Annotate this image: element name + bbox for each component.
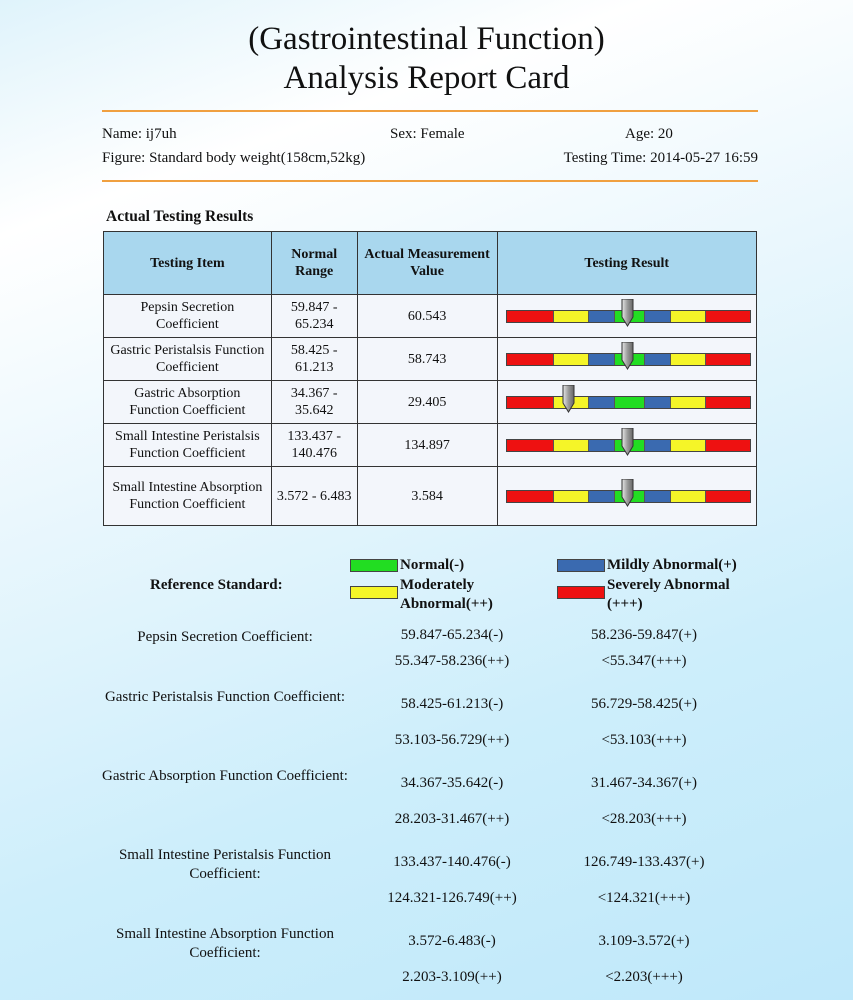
reference-range-normal: 58.425-61.213(-) [400,696,504,712]
scale-segment-severe [706,491,750,502]
reference-item-name: Gastric Peristalsis Function Coefficient: [104,689,346,705]
result-scale-cell [497,381,757,424]
reference-range-normal: 34.367-35.642(-) [400,775,504,791]
scale-segment-severe [706,440,750,451]
scale-segment-mild [589,397,615,408]
scale-segment-severe [507,311,554,322]
result-item: Small Intestine Absorption Function Coefficient [104,467,272,526]
reference-range-severe: <124.321(+++) [597,890,691,906]
scale-segment-normal [615,397,645,408]
scale-segment-mild [589,491,615,502]
col-header-item: Testing Item [104,232,272,295]
reference-range-moderate: 124.321-126.749(++) [387,890,517,906]
result-marker-arrow-icon [621,479,634,507]
legend-swatch-normal [350,559,398,572]
patient-sex: Sex: Female [390,126,465,142]
report-title-line1: (Gastrointestinal Function) [248,21,605,57]
scale-segment-severe [507,491,554,502]
legend-swatch-mild [557,559,605,572]
reference-range-mild: 56.729-58.425(+) [591,696,697,712]
scale-segment-moderate [554,491,589,502]
results-section-title: Actual Testing Results [106,208,254,225]
result-value: 3.584 [357,467,497,526]
result-scale-cell [497,338,757,381]
scale-segment-moderate [671,354,706,365]
scale-segment-mild [645,397,671,408]
reference-range-mild: 126.749-133.437(+) [583,854,705,870]
scale-segment-severe [706,354,750,365]
reference-range-severe: <2.203(+++) [605,969,683,985]
result-normal-range: 34.367 - 35.642 [271,381,357,424]
legend-mild: Mildly Abnormal(+) [607,557,737,573]
result-row [104,424,757,467]
result-value: 60.543 [357,295,497,338]
reference-range-severe: <28.203(+++) [601,811,687,827]
col-header-value: Actual Measurement Value [357,232,497,295]
result-normal-range: 59.847 - 65.234 [271,295,357,338]
scale-segment-mild [589,354,615,365]
legend-normal: Normal(-) [400,557,465,573]
result-item: Gastric Absorption Function Coefficient [104,381,272,424]
legend-moderate-line1: Moderately [400,577,475,593]
result-marker-arrow-icon [621,342,634,370]
patient-figure: Figure: Standard body weight(158cm,52kg) [102,150,366,166]
legend-moderate-line2: Abnormal(++) [400,596,493,612]
reference-item-name: Small Intestine Peristalsis Function Coefficient: [118,847,332,882]
result-normal-range: 3.572 - 6.483 [271,467,357,526]
results-table [103,231,757,526]
result-row [104,338,757,381]
reference-range-moderate: 2.203-3.109(++) [402,969,502,985]
scale-segment-severe [706,311,750,322]
reference-range-mild: 58.236-59.847(+) [591,627,697,643]
result-scale-cell [497,424,757,467]
legend-severe [607,576,730,614]
reference-item-name: Small Intestine Absorption Function Coefficient: [116,926,334,961]
reference-range-moderate: 53.103-56.729(++) [394,732,510,748]
result-scale-bar [506,396,751,409]
reference-range-normal: 3.572-6.483(-) [408,933,496,949]
result-marker-arrow-icon [621,299,634,327]
scale-segment-mild [589,311,615,322]
legend-severe-line1: Severely Abnormal [607,577,730,593]
scale-segment-moderate [554,440,589,451]
results-header-row [104,232,757,295]
reference-range-normal: 133.437-140.476(-) [393,854,511,870]
result-value: 58.743 [357,338,497,381]
result-item: Pepsin Secretion Coefficient [104,295,272,338]
result-normal-range: 133.437 - 140.476 [271,424,357,467]
reference-range-severe: <53.103(+++) [601,732,687,748]
scale-segment-mild [589,440,615,451]
col-header-range: Normal Range [271,232,357,295]
report-title-line2: Analysis Report Card [283,60,570,96]
result-scale-cell [497,295,757,338]
patient-age: Age: 20 [625,126,673,142]
scale-segment-moderate [671,311,706,322]
result-row [104,467,757,526]
reference-range-moderate: 55.347-58.236(++) [394,653,510,669]
legend-swatch-severe [557,586,605,599]
reference-range-severe: <55.347(+++) [601,653,687,669]
reference-range-moderate: 28.203-31.467(++) [394,811,510,827]
reference-item-name: Gastric Absorption Function Coefficient: [102,768,348,784]
scale-segment-severe [507,354,554,365]
result-scale-cell [497,467,757,526]
report-title [0,20,853,98]
top-divider [102,110,758,112]
reference-range-normal: 59.847-65.234(-) [400,627,504,643]
legend-moderate [400,576,493,614]
scale-segment-moderate [671,491,706,502]
result-row [104,381,757,424]
reference-range-mild: 3.109-3.572(+) [598,933,690,949]
reference-item-name: Pepsin Secretion Coefficient: [137,629,313,645]
result-item: Small Intestine Peristalsis Function Coefficient [104,424,272,467]
reference-standard-label: Reference Standard: [150,577,283,593]
scale-segment-moderate [671,397,706,408]
legend-swatch-moderate [350,586,398,599]
result-value: 29.405 [357,381,497,424]
scale-segment-mild [645,311,671,322]
legend-severe-line2: (+++) [607,596,643,612]
result-item: Gastric Peristalsis Function Coefficient [104,338,272,381]
patient-name: Name: ij7uh [102,126,177,142]
result-marker-arrow-icon [562,385,575,413]
scale-segment-severe [706,397,750,408]
scale-segment-severe [507,440,554,451]
result-row [104,295,757,338]
bottom-divider [102,180,758,182]
col-header-result: Testing Result [497,232,757,295]
scale-segment-severe [507,397,554,408]
result-normal-range: 58.425 - 61.213 [271,338,357,381]
reference-range-mild: 31.467-34.367(+) [591,775,697,791]
scale-segment-mild [645,491,671,502]
scale-segment-mild [645,354,671,365]
testing-time: Testing Time: 2014-05-27 16:59 [563,150,758,166]
scale-segment-moderate [554,311,589,322]
scale-segment-mild [645,440,671,451]
scale-segment-moderate [554,354,589,365]
result-value: 134.897 [357,424,497,467]
scale-segment-moderate [671,440,706,451]
result-marker-arrow-icon [621,428,634,456]
